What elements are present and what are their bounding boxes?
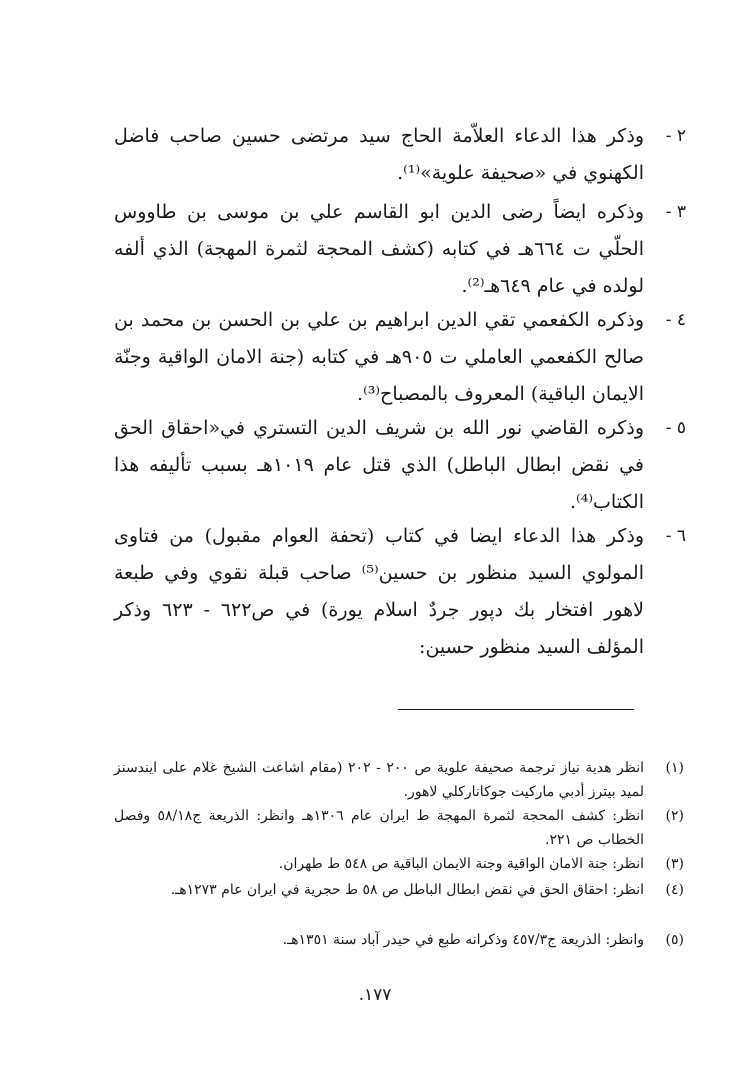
page-number: ١٧٧. — [358, 985, 392, 1005]
item-number: ٥ - — [665, 418, 686, 438]
footnote-5 — [114, 928, 684, 952]
footnote-number: (١) — [665, 760, 684, 776]
footnote-text: انظر: كشف المحجة لثمرة المهجة ط ايران عام ١٣٠٦هـ وانظر: الذريعة ج٥٨/١٨ وفصل الخطاب ص ٢٢١. — [114, 808, 645, 848]
footnote-divider — [398, 709, 634, 710]
footnote-1 — [114, 756, 684, 804]
footnote-number: (٣) — [665, 856, 684, 872]
footnote-3 — [114, 852, 684, 876]
item-number: ٤ - — [665, 310, 686, 330]
item-text: وذكر هذا الدعاء ايضا في كتاب (تحفة العوام مقبول) من فتاوى المولوي السيد منظور بن حسين⁽⁵⁾ صاحب قبلة نقوي وفي طبعة لاهور افتخار بك دپور جردٌ اسلام يورة) في ص٦٢٢ - ٦٢٣ وذكر المؤلف السيد منظور حسين: — [114, 525, 644, 658]
item-text: وذكره ايضاً رضى الدين ابو القاسم علي بن موسى بن طاووس الحلّي ت ٦٦٤هـ في كتابه (كشف المحجة لثمرة المهجة) الذي ألفه لولده في عام ٦٤٩هـ⁽²⁾. — [114, 201, 644, 297]
item-number: ٦ - — [665, 526, 686, 546]
footnote-number: (٤) — [665, 882, 684, 898]
footnote-2 — [114, 804, 684, 852]
body-item-3 — [114, 194, 686, 305]
body-item-5 — [114, 410, 686, 521]
footnote-number: (٢) — [665, 808, 684, 824]
footnote-text: انظر هدية نياز ترجمة صحيفة علوية ص ٢٠٠ - ٢٠٢ (مقام اشاعت الشيخ غلام على ايندسنز لميد بيترز أدبي ماركيت جوكاناركلي لاهور. — [114, 760, 645, 800]
body-item-2 — [114, 118, 686, 192]
item-text: وذكر هذا الدعاء العلاّمة الحاج سيد مرتضى حسين صاحب فاضل الكهنوي في «صحيفة علوية»⁽¹⁾. — [114, 125, 644, 184]
item-text: وذكره القاضي نور الله بن شريف الدين التستري في«احقاق الحق في نقض ابطال الباطل) الذي قتل عام ١٠١٩هـ بسبب تأليفه هذا الكتاب⁽⁴⁾. — [114, 417, 644, 513]
item-number: ٢ - — [665, 126, 686, 146]
footnote-text: انظر: احقاق الحق في نقض ابطال الباطل ص ٥٨ ط حجرية في ايران عام ١٢٧٣هـ. — [170, 882, 644, 898]
footnote-4 — [114, 878, 684, 902]
item-number: ٣ - — [665, 202, 686, 222]
body-item-6 — [114, 518, 686, 666]
footnote-number: (٥) — [665, 932, 684, 948]
footnote-text: وانظر: الذريعة ج٤٥٧/٣ وذكرانه طبع في حيدر آباد سنة ١٣٥١هـ. — [282, 932, 644, 948]
footnote-text: انظر: جنة الامان الواقية وجنة الايمان الباقية ص ٥٤٨ ط طهران. — [278, 856, 644, 872]
item-text: وذكره الكفعمي تقي الدين ابراهيم بن علي بن الحسن بن محمد بن صالح الكفعمي العاملي ت ٩٠٥هـ في كتابه (جنة الامان الواقية وجنّة الايمان الباقية) المعروف بالمصباح⁽³⁾. — [114, 309, 644, 405]
body-item-4 — [114, 302, 686, 413]
